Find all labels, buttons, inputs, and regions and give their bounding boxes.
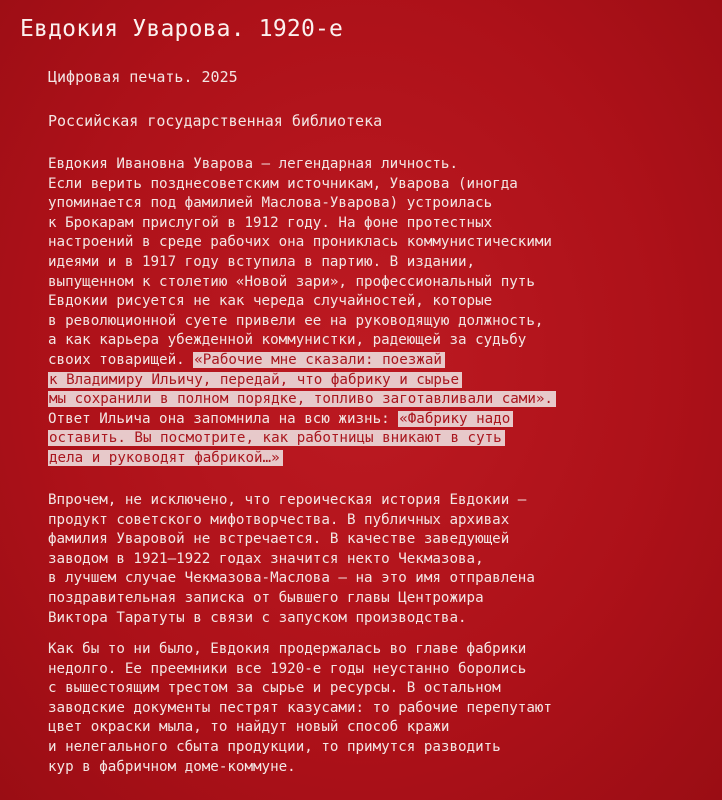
text-line: поздравительная записка от бывшего главы Центрожира: [48, 589, 484, 606]
text-line: цвет окраски мыла, то найдут новый способ кражи: [48, 719, 450, 736]
text-line: [48, 410, 556, 430]
text-line: Как бы то ни было, Евдокия продержалась во главе фабрики: [48, 641, 527, 657]
text-line: [48, 429, 556, 449]
text-line: недолго. Ее преемники все 1920-е годы неустанно боролись: [48, 660, 527, 677]
text-line: [48, 351, 556, 371]
highlighted-quote: дела и руководят фабрикой…»: [48, 450, 283, 466]
text-line: [48, 371, 556, 391]
highlighted-quote: «Фабрику надо: [398, 411, 513, 427]
text-line: Если верить позднесоветским источникам, Уварова (иногда: [48, 175, 518, 192]
text-line: фамилия Уваровой не встречается. В качестве заведующей: [48, 531, 510, 548]
source-info: Российская государственная библиотека: [48, 112, 383, 130]
text-line: кур в фабричном доме-коммуне.: [48, 758, 296, 775]
highlighted-quote: «Рабочие мне сказали: поезжай: [193, 352, 445, 368]
panel-title: Евдокия Уварова. 1920-е: [20, 16, 344, 42]
text-line: а как карьера убежденной коммунистки, радеющей за судьбу: [48, 332, 527, 349]
text-line: заводом в 1921–1922 годах значится некто Чекмазова,: [48, 550, 484, 567]
text-line: продукт советского мифотворчества. В публичных архивах: [48, 511, 510, 528]
text-line: выпущенном к столетию «Новой зари», профессиональный путь: [48, 273, 535, 290]
text-line: Евдокия Ивановна Уварова — легендарная личность.: [48, 156, 458, 172]
text-line: [48, 449, 556, 469]
text-line: с вышестоящим трестом за сырье и ресурсы. В остальном: [48, 680, 501, 697]
text-line: в революционной суете привели ее на руководящую должность,: [48, 312, 544, 329]
paragraph-successors: [48, 640, 552, 777]
paragraph-biography: [48, 155, 556, 469]
text-line: в лучшем случае Чекмазова-Маслова — на это имя отправлена: [48, 570, 535, 587]
text-line: настроений в среде рабочих она прониклась коммунистическими: [48, 234, 552, 251]
paragraph-myth: [48, 491, 535, 628]
text-line: Виктора Таратуты в связи с запуском производства.: [48, 609, 467, 626]
text-segment: Ответ Ильича она запомнила на всю жизнь:: [48, 410, 390, 427]
print-info: Цифровая печать. 2025: [48, 68, 238, 86]
text-line: [48, 390, 556, 410]
highlighted-quote: мы сохранили в полном порядке, топливо заготавливали сами».: [48, 391, 556, 407]
text-line: к Брокарам прислугой в 1912 году. На фоне протестных: [48, 214, 493, 231]
text-line: Впрочем, не исключено, что героическая история Евдокии —: [48, 492, 527, 508]
text-line: упоминается под фамилией Маслова-Уварова) устроилась: [48, 195, 493, 212]
text-line: Евдокии рисуется не как череда случайностей, которые: [48, 293, 493, 310]
highlighted-quote: к Владимиру Ильичу, передай, что фабрику и сырье: [48, 372, 462, 388]
text-line: заводские документы пестрят казусами: то рабочие перепутают: [48, 699, 552, 716]
text-segment: своих товарищей.: [48, 351, 185, 368]
highlighted-quote: оставить. Вы посмотрите, как работницы вникают в суть: [48, 430, 505, 446]
text-line: идеями и в 1917 году вступила в партию. В издании,: [48, 253, 476, 270]
text-line: и нелегального сбыта продукции, то примутся разводить: [48, 738, 501, 755]
